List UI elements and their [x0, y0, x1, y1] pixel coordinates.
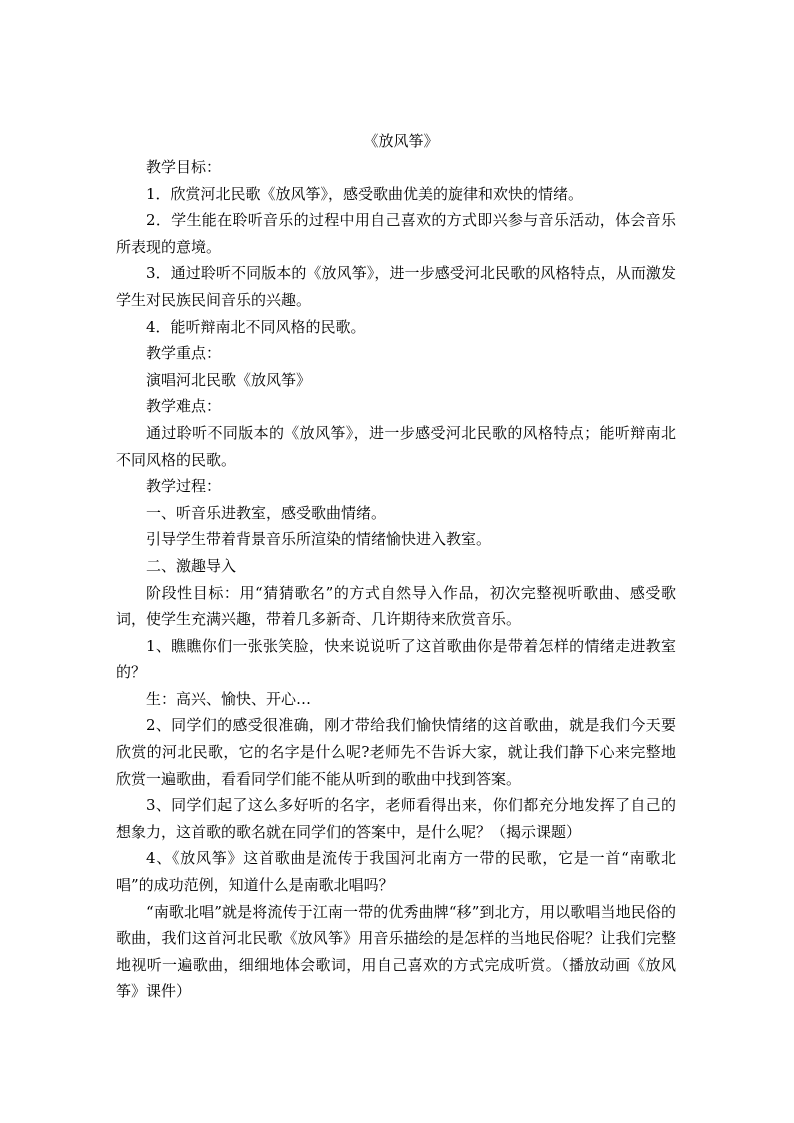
- key-points-text: 演唱河北民歌《放风筝》: [146, 370, 312, 389]
- question-1: 1、瞧瞧你们一张张笑脸，快来说说听了这首歌曲你是带着怎样的情绪走进教室的？: [116, 636, 676, 682]
- goal-item-1: 1．欣赏河北民歌《放风筝》，感受歌曲优美的旋律和欢快的情绪。: [146, 184, 584, 203]
- explanation-text: “南歌北唱”就是将流传于江南一带的优秀曲牌“移”到北方，用以歌唱当地民俗的歌曲，我们这首河北民歌《放风筝》用音乐描绘的是怎样的当地民俗呢？让我们完整地视听一遍歌曲，细细地体会歌词，用自己喜欢的方式完成听赏。（播放动画《放风筝》课件）: [116, 902, 676, 1001]
- process-step-1-text: 引导学生带着背景音乐所渲染的情绪愉快进入教室。: [146, 530, 492, 549]
- question-2: 2、同学们的感受很准确，刚才带给我们愉快情绪的这首歌曲，就是我们今天要欣赏的河北民歌，它的名字是什么呢?老师先不告诉大家，就让我们静下心来完整地欣赏一遍歌曲，看看同学们能不能从听到的歌曲中找到答案。: [116, 716, 676, 788]
- document-page: [116, 128, 676, 1005]
- heading-process: 教学过程：: [146, 477, 222, 496]
- student-answer: 生：高兴、愉快、开心…: [146, 689, 312, 708]
- question-4: 4、《放风筝》这首歌曲是流传于我国河北南方一带的民歌，它是一首“南歌北唱”的成功范例，知道什么是南歌北唱吗？: [116, 849, 676, 895]
- heading-difficulties: 教学难点：: [146, 397, 222, 416]
- document-title: 《放风筝》: [363, 132, 439, 150]
- difficulties-text: 通过聆听不同版本的《放风筝》，进一步感受河北民歌的风格特点；能听辩南北不同风格的民歌。: [116, 423, 676, 469]
- question-3: 3、同学们起了这么多好听的名字，老师看得出来，你们都充分地发挥了自己的想象力，这首歌的歌名就在同学们的答案中，是什么呢？（揭示课题）: [116, 796, 676, 841]
- goal-item-4: 4．能听辩南北不同风格的民歌。: [146, 317, 366, 336]
- process-step-2: 二、激趣导入: [146, 556, 237, 575]
- goal-item-3: 3．通过聆听不同版本的《放风筝》，进一步感受河北民歌的风格特点，从而激发学生对民族民间音乐的兴趣。: [116, 264, 676, 309]
- stage-goal-text: 阶段性目标：用“猜猜歌名”的方式自然导入作品，初次完整视听歌曲、感受歌词，使学生充满兴趣，带着几多新奇、几许期待来欣赏音乐。: [116, 583, 676, 629]
- heading-teaching-goals: 教学目标：: [146, 158, 222, 176]
- goal-item-2: 2．学生能在聆听音乐的过程中用自己喜欢的方式即兴参与音乐活动，体会音乐所表现的意境。: [116, 211, 676, 256]
- process-step-1: 一、听音乐进教室，感受歌曲情绪。: [146, 503, 387, 522]
- heading-key-points: 教学重点：: [146, 344, 222, 363]
